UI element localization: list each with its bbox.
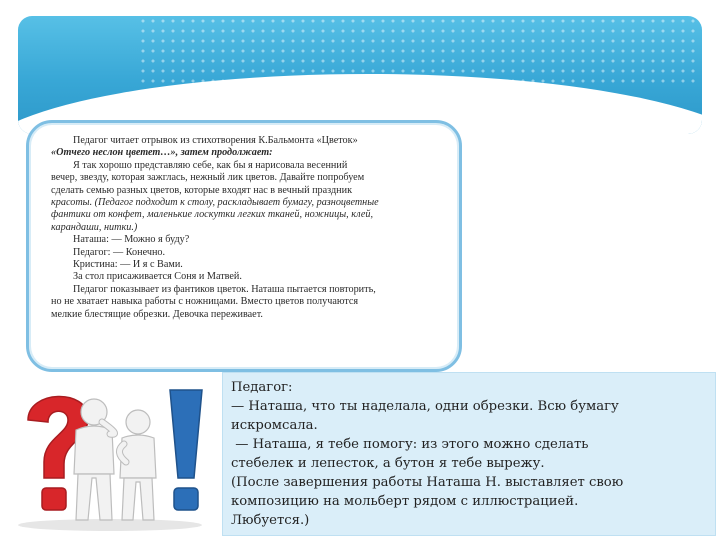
doc-line: За стол присаживается Соня и Матвей.	[73, 271, 242, 283]
doc-line: но не хватает навыка работы с ножницами. Вместо цветов получаются	[51, 296, 359, 308]
doc-line: вечер, звезду, которая зажглась, нежный лик цветов. Давайте попробуем	[51, 172, 365, 184]
header-banner	[18, 16, 702, 134]
answer-line: стебелек и лепесток, а бутон я тебе вырежу.	[231, 456, 545, 471]
answer-line: Педагог:	[231, 380, 293, 395]
doc-line: карандаши, нитки.)	[51, 221, 138, 233]
answer-line: (После завершения работы Наташа Н. выставляет свою	[231, 475, 624, 490]
teacher-response-box	[222, 372, 716, 536]
doc-line: Я так хорошо представляю себе, как бы я нарисовала весенний	[73, 159, 348, 171]
answer-line: искромсала.	[231, 418, 318, 433]
doc-line: Педагог читает отрывок из стихотворения К.Бальмонта «Цветок»	[73, 135, 358, 146]
doc-line: фантики от конфет, маленькие лоскутки легких тканей, ножницы, клей,	[51, 209, 374, 221]
exclamation-mark-icon	[170, 390, 202, 510]
doc-line: Педагог показывает из фантиков цветок. Наташа пытается повторить,	[73, 283, 376, 295]
doc-line: «Отчего неслон цветет…», затем продолжает:	[51, 147, 273, 159]
illustration-svg	[10, 382, 220, 532]
doc-line: Наташа: — Можно я буду?	[73, 234, 190, 246]
answer-line: композицию на мольберт рядом с иллюстрацией.	[231, 494, 579, 509]
document-excerpt-text	[51, 135, 443, 321]
answer-line: — Наташа, я тебе помогу: из этого можно сделать	[231, 437, 589, 452]
document-excerpt-frame	[26, 120, 462, 372]
doc-line: мелкие блестящие обрезки. Девочка переживает.	[51, 308, 263, 320]
person-figure-icon	[119, 410, 156, 520]
question-figures-illustration	[10, 382, 220, 532]
doc-line: Педагог: — Конечно.	[73, 246, 166, 258]
doc-line: сделать семью разных цветов, которые входят нас в вечный праздник	[51, 184, 353, 196]
doc-line: красоты. (Педагог подходит к столу, раскладывает бумагу, разноцветные	[51, 197, 379, 209]
answer-line: — Наташа, что ты наделала, одни обрезки. Всю бумагу	[231, 399, 619, 414]
answer-line: Любуется.)	[231, 513, 310, 528]
doc-line: Кристина: — И я с Вами.	[73, 259, 183, 271]
